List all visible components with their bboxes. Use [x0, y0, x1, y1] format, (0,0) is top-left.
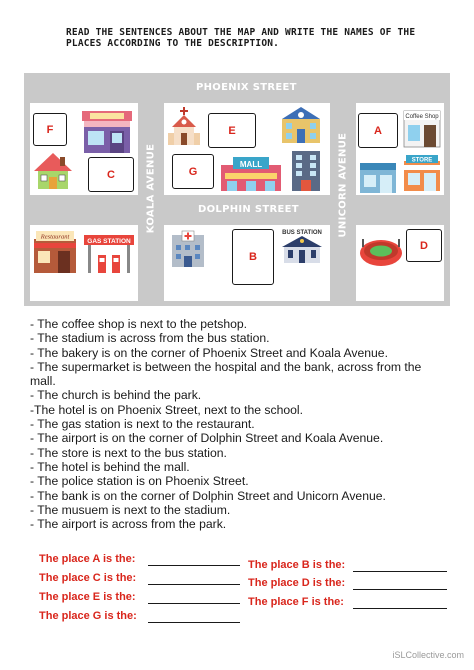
koala-avenue-label: KOALA AVENUE	[145, 143, 157, 234]
right-edge-road	[444, 73, 450, 306]
sentence-line: - The supermarket is between the hospital and the bank, across from the	[30, 359, 422, 374]
answer-label-e: The place E is the:	[39, 591, 136, 603]
block-bottom-right	[356, 225, 444, 301]
restaurant-icon	[32, 227, 78, 275]
sentence-line: - The coffee shop is next to the petshop.	[30, 317, 248, 331]
answer-line-c[interactable]	[148, 584, 240, 585]
mall-icon	[219, 153, 283, 193]
answer-line-b[interactable]	[353, 571, 447, 572]
place-box-d: D	[406, 229, 442, 262]
sentence-line: - The police station is on Phoenix Street.	[30, 474, 249, 489]
answer-label-c: The place C is the:	[39, 572, 137, 584]
place-box-e: E	[208, 113, 256, 148]
sentence-line: - The bank is on the corner of Dolphin Street and Unicorn Avenue.	[30, 488, 386, 503]
block-bottom-middle	[164, 225, 330, 301]
answer-label-a: The place A is the:	[39, 553, 136, 565]
sentence-line: - The airport is across from the park.	[30, 517, 227, 532]
gas-station-sign-text: GAS STATION	[87, 238, 131, 245]
answer-line-d[interactable]	[353, 589, 447, 590]
store-icon	[402, 153, 442, 193]
block-top-left	[30, 103, 138, 195]
answer-label-g: The place G is the:	[39, 610, 137, 622]
sentence-line: - The bakery is on the corner of Phoenix Street and Koala Avenue.	[30, 345, 388, 360]
street-map	[24, 73, 450, 306]
block-top-right	[356, 103, 444, 195]
hospital-icon	[168, 229, 208, 269]
bottom-edge-road	[24, 301, 450, 306]
sentence-line: - The gas station is next to the restaurant.	[30, 417, 255, 432]
bus-station-icon	[278, 225, 326, 265]
sentences-list	[30, 317, 460, 531]
unicorn-avenue-label: UNICORN AVENUE	[337, 132, 349, 238]
sentence-line: - The stadium is across from the bus station.	[30, 331, 270, 346]
school-icon	[276, 105, 326, 145]
block-top-middle	[164, 103, 330, 195]
answer-line-f[interactable]	[353, 608, 447, 609]
place-box-b: B	[232, 229, 274, 285]
sentence-line: - The church is behind the park.	[30, 388, 202, 403]
hotel-icon	[288, 149, 324, 193]
bus-station-sign-text: BUS STATION	[282, 230, 322, 236]
place-box-c: C	[88, 157, 134, 192]
answer-label-b: The place B is the:	[248, 559, 346, 571]
answer-label-f: The place F is the:	[248, 596, 344, 608]
restaurant-sign-text: Restaurant	[40, 233, 70, 241]
stadium-icon	[358, 233, 404, 269]
coffee-shop-sign-text: Coffee Shop	[405, 114, 439, 120]
sentence-line: - The musuem is next to the stadium.	[30, 502, 231, 517]
place-box-f: F	[33, 113, 67, 146]
store-sign-text: STORE	[411, 157, 433, 164]
sentence-line: mall.	[30, 374, 56, 389]
mall-sign-text: MALL	[239, 160, 263, 169]
bakery-icon	[80, 107, 134, 155]
answer-line-e[interactable]	[148, 603, 240, 604]
sentence-line: - The store is next to the bus station.	[30, 445, 227, 460]
sentence-line: -The hotel is on Phoenix Street, next to the school.	[30, 402, 304, 417]
answer-line-a[interactable]	[148, 565, 240, 566]
answer-line-g[interactable]	[148, 622, 240, 623]
coffee-shop-icon	[402, 109, 442, 149]
place-box-g: G	[172, 154, 214, 189]
block-bottom-left	[30, 225, 138, 301]
footer-credit: iSLCollective.com	[392, 650, 464, 660]
phoenix-street-label: PHOENIX STREET	[196, 82, 297, 93]
sentence-line: - The hotel is behind the mall.	[30, 459, 190, 474]
church-icon	[168, 107, 200, 147]
answer-label-d: The place D is the:	[248, 577, 346, 589]
dolphin-street-label: DOLPHIN STREET	[198, 204, 299, 215]
gas-station-icon	[82, 231, 136, 275]
petshop-icon	[358, 157, 398, 195]
house-icon	[32, 151, 74, 191]
place-box-a: A	[358, 113, 398, 148]
instructions-heading: READ THE SENTENCES ABOUT THE MAP AND WRITE THE NAMES OF THE PLACES ACCORDING TO THE DESCRIPTION.	[66, 27, 416, 49]
sentence-line: - The airport is on the corner of Dolphin Street and Koala Avenue.	[30, 431, 384, 446]
